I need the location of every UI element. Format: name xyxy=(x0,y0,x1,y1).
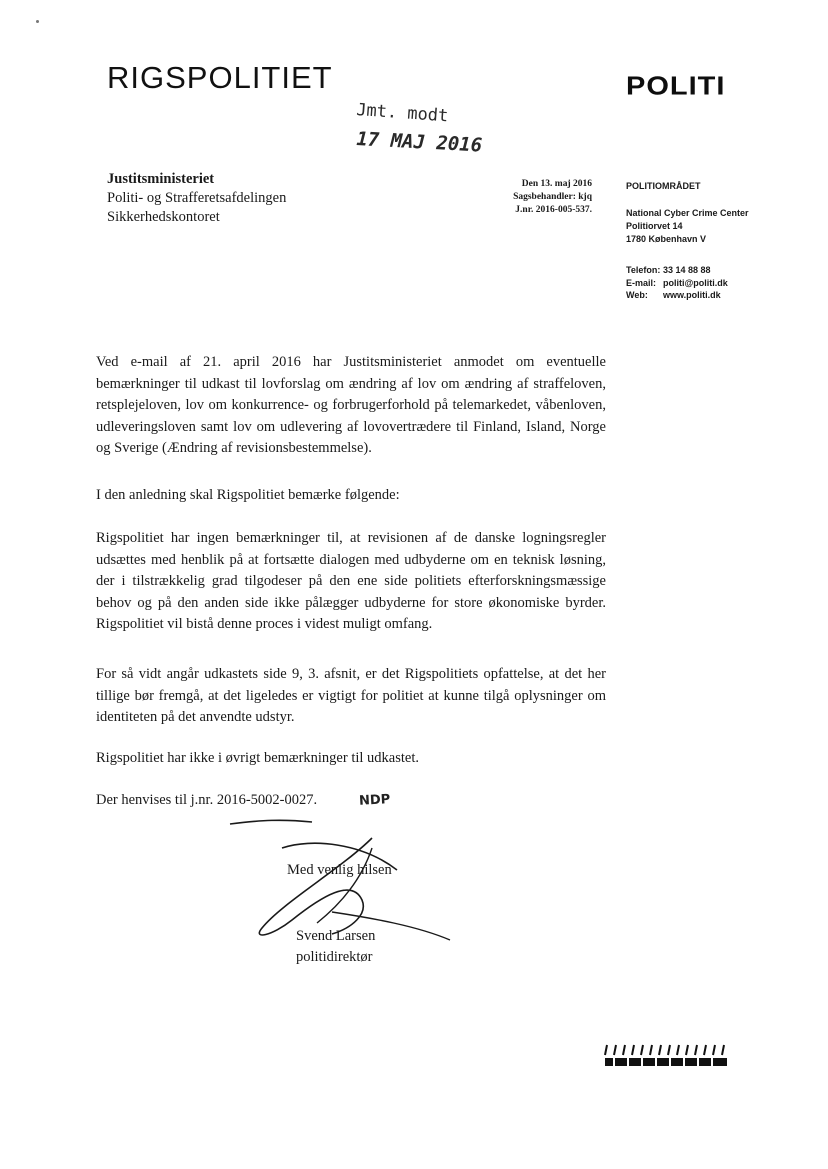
reference-block xyxy=(470,178,592,217)
contact-phone xyxy=(626,264,728,277)
contact-label: Telefon: xyxy=(626,265,661,275)
barcode-marks xyxy=(603,1041,731,1069)
contact-label: E-mail: xyxy=(626,277,657,288)
handwritten-initials: NDP xyxy=(358,792,391,809)
reference-paragraph: Der henvises til j.nr. 2016-5002-0027. xyxy=(96,792,318,808)
closing-greeting: Med venlig hilsen xyxy=(287,862,392,878)
contact-label: Web: xyxy=(626,290,648,300)
received-stamp-label: Jmt. modt xyxy=(355,100,449,127)
received-stamp-date: 17 MAJ 2016 xyxy=(355,128,483,157)
signatory-name: Svend Larsen xyxy=(296,928,376,944)
contact-web xyxy=(626,289,728,302)
recipient-line: Sikkerhedskontoret xyxy=(107,209,220,225)
sender-block xyxy=(626,180,749,246)
contact-email xyxy=(626,277,728,290)
contact-block xyxy=(626,264,728,302)
politi-logo: POLITI xyxy=(626,72,726,101)
case-handler: Sagsbehandler: kjq xyxy=(513,192,592,202)
journal-number: J.nr. 2016-005-537. xyxy=(515,205,592,215)
signatory-title: politidirektør xyxy=(296,949,373,965)
contact-value: www.politi.dk xyxy=(663,290,721,300)
handwritten-signature xyxy=(222,808,482,958)
sender-district: POLITIOMRÅDET xyxy=(626,181,701,191)
contact-value: 33 14 88 88 xyxy=(663,265,711,275)
letter-date: Den 13. maj 2016 xyxy=(521,179,592,189)
body-paragraph: Ved e-mail af 21. april 2016 har Justitsministeriet anmodet om eventuelle bemærkninger til udkast til lovforslag om ændring af lov om ændring af straffeloven, retsplejeloven, lov om konkurrence- og forbrugerforhold på telemarkedet, våbenloven, udleveringsloven samt lov om udlevering af lovovertrædere til Finland, Island, Norge og Sverige (Ændring af revisionsbestemmelse). xyxy=(96,354,606,457)
recipient-line: Politi- og Strafferetsafdelingen xyxy=(107,190,287,206)
contact-value: politi@politi.dk xyxy=(663,277,728,288)
agency-name: RIGSPOLITIET xyxy=(107,60,333,95)
body-paragraph: Rigspolitiet har ingen bemærkninger til, at revisionen af de danske logningsregler udsættes med henblik på at fortsætte dialogen med udbyderne om en teknisk løsning, der i tilstrækkelig grad tilgodeser på den ene side politiets efterforskningsmæssige behov og på den anden side ikke pålægger udbyderne for store økonomiske byrder. Rigspolitiet vil bistå denne proces i videst muligt omfang. xyxy=(96,530,606,633)
body-paragraph: For så vidt angår udkastets side 9, 3. afsnit, er det Rigspolitiets opfattelse, at det her tillige bør fremgå, at det ligeledes er vigtigt for politiet at kunne tilgå oplysninger om identiteten på det anvendte udstyr. xyxy=(96,666,606,726)
scan-speck xyxy=(36,20,39,23)
recipient-line: Justitsministeriet xyxy=(107,171,215,187)
sender-address-line: Politiorvet 14 xyxy=(626,221,683,231)
sender-address-line: National Cyber Crime Center xyxy=(626,208,749,218)
body-paragraph: I den anledning skal Rigspolitiet bemærke følgende: xyxy=(96,487,400,503)
body-paragraph: Rigspolitiet har ikke i øvrigt bemærkninger til udkastet. xyxy=(96,750,419,766)
sender-address-line: 1780 København V xyxy=(626,234,707,244)
recipient-address xyxy=(107,170,286,227)
